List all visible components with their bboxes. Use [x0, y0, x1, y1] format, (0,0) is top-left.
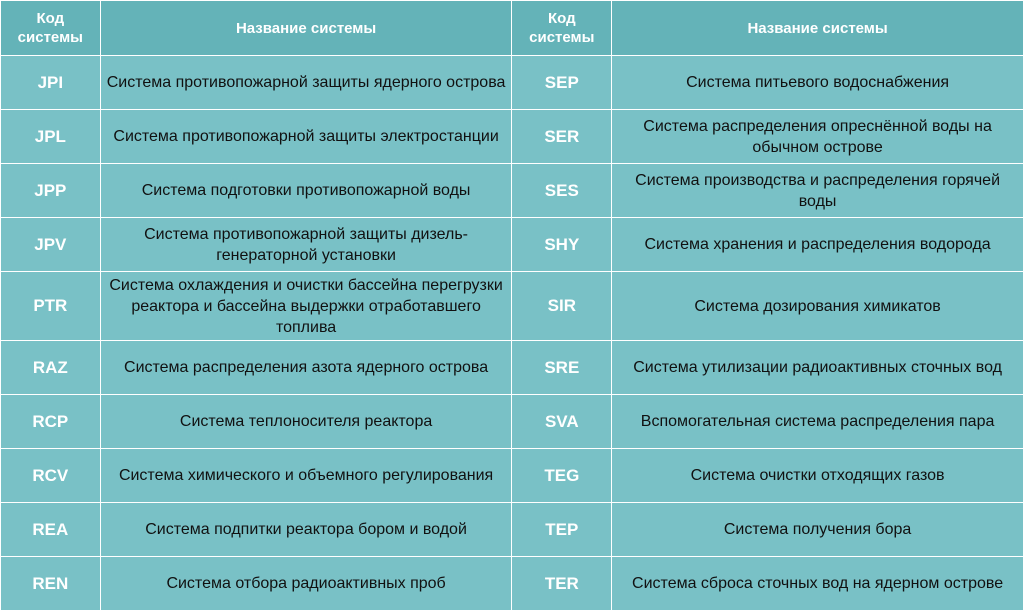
- system-name: Система питьевого водоснабжения: [612, 56, 1024, 110]
- system-name: Система противопожарной защиты электростанции: [100, 110, 512, 164]
- header-code-left: [1, 1, 101, 56]
- system-name: Система отбора радиоактивных проб: [100, 557, 512, 611]
- table-row: [1, 395, 1024, 449]
- system-code: SVA: [512, 395, 612, 449]
- system-name: Система сброса сточных вод на ядерном острове: [612, 557, 1024, 611]
- system-code: SEP: [512, 56, 612, 110]
- table-row: [1, 56, 1024, 110]
- system-name: Система производства и распределения горячей воды: [612, 164, 1024, 218]
- system-code: JPL: [1, 110, 101, 164]
- system-code: REN: [1, 557, 101, 611]
- header-code-line1: Код: [547, 10, 576, 27]
- system-code: PTR: [1, 272, 101, 341]
- system-code: JPP: [1, 164, 101, 218]
- system-code: JPI: [1, 56, 101, 110]
- system-name: Система распределения азота ядерного острова: [100, 341, 512, 395]
- table-row: [1, 503, 1024, 557]
- header-name-left: Название системы: [100, 1, 512, 56]
- system-name: Система хранения и распределения водорода: [612, 218, 1024, 272]
- system-name: Система очистки отходящих газов: [612, 449, 1024, 503]
- system-name: Система дозирования химикатов: [612, 272, 1024, 341]
- system-name: Система противопожарной защиты дизель-генераторной установки: [100, 218, 512, 272]
- table-row: [1, 557, 1024, 611]
- system-name: Система химического и объемного регулирования: [100, 449, 512, 503]
- system-code: TEP: [512, 503, 612, 557]
- table-row: [1, 164, 1024, 218]
- header-name-right: Название системы: [612, 1, 1024, 56]
- system-name: Система теплоносителя реактора: [100, 395, 512, 449]
- header-code-line2: системы: [529, 29, 595, 46]
- system-code: SIR: [512, 272, 612, 341]
- table-header-row: [1, 1, 1024, 56]
- table-row: [1, 341, 1024, 395]
- system-name: Система охлаждения и очистки бассейна перегрузки реактора и бассейна выдержки отработавшего топлива: [100, 272, 512, 341]
- system-name: Вспомогательная система распределения пара: [612, 395, 1024, 449]
- system-name: Система утилизации радиоактивных сточных вод: [612, 341, 1024, 395]
- system-name: Система противопожарной защиты ядерного острова: [100, 56, 512, 110]
- system-code: SHY: [512, 218, 612, 272]
- system-code: TEG: [512, 449, 612, 503]
- header-code-right: [512, 1, 612, 56]
- table-row: [1, 110, 1024, 164]
- table-row: [1, 272, 1024, 341]
- header-code-line2: системы: [17, 29, 83, 46]
- system-name: Система распределения опреснённой воды на обычном острове: [612, 110, 1024, 164]
- system-name: Система подпитки реактора бором и водой: [100, 503, 512, 557]
- system-code: TER: [512, 557, 612, 611]
- system-code: RCV: [1, 449, 101, 503]
- system-code: REA: [1, 503, 101, 557]
- system-code: JPV: [1, 218, 101, 272]
- table-row: [1, 449, 1024, 503]
- system-code: RAZ: [1, 341, 101, 395]
- system-name: Система получения бора: [612, 503, 1024, 557]
- system-code: SER: [512, 110, 612, 164]
- system-name: Система подготовки противопожарной воды: [100, 164, 512, 218]
- table-row: [1, 218, 1024, 272]
- system-code: SRE: [512, 341, 612, 395]
- system-code: SES: [512, 164, 612, 218]
- system-code: RCP: [1, 395, 101, 449]
- header-code-line1: Код: [36, 10, 65, 27]
